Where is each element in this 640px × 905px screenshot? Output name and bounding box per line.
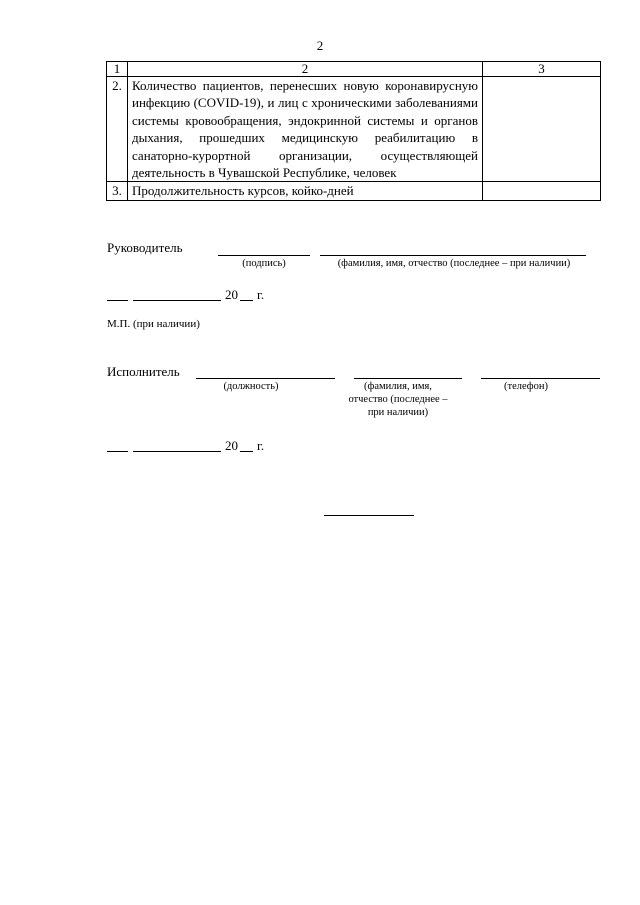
- month-line: [133, 451, 221, 452]
- year-prefix: 20: [225, 438, 238, 453]
- day-line: [107, 451, 128, 452]
- caption-line: (фамилия, имя,: [364, 381, 432, 392]
- table-header-cell: 3: [483, 62, 601, 77]
- position-line: [196, 378, 335, 379]
- executor-label: Исполнитель: [107, 364, 180, 379]
- signature-caption: (подпись): [242, 258, 286, 269]
- month-line: [133, 300, 221, 301]
- year-prefix: 20: [225, 287, 238, 302]
- executor-name-line: [354, 378, 462, 379]
- caption-line: при наличии): [367, 407, 429, 418]
- stamp-note: М.П. (при наличии): [107, 318, 200, 330]
- row-indicator-text: Продолжительность курсов, койко-дней: [128, 182, 483, 200]
- row-number: 2.: [107, 77, 128, 182]
- row-value-cell: [483, 77, 601, 182]
- signature-line: [218, 255, 310, 256]
- row-number: 3.: [107, 182, 128, 200]
- data-table: [106, 61, 601, 201]
- page-number: 2: [316, 38, 324, 53]
- table-header-cell: 2: [128, 62, 483, 77]
- executor-name-caption: [330, 380, 466, 419]
- caption-line: отчество (последнее –: [348, 394, 448, 405]
- phone-line: [481, 378, 600, 379]
- table-header-row: [107, 62, 601, 77]
- row-indicator-text: Количество пациентов, перенесших новую коронавирусную инфекцию (COVID-19), и лиц с хроническими заболеваниями системы кровообращения, эндокринной системы и органов дыхания, прошедших медицинскую реабилитацию в санаторно-курортной организации, осуществляющей деятельность в Чувашской Республике, человек: [128, 77, 483, 182]
- table-row: [107, 182, 601, 200]
- head-name-line: [320, 255, 586, 256]
- head-label: Руководитель: [107, 240, 183, 255]
- end-separator-line: [324, 515, 414, 516]
- day-line: [107, 300, 128, 301]
- head-name-caption: (фамилия, имя, отчество (последнее – при наличии): [337, 258, 571, 269]
- year-suffix: г.: [257, 287, 265, 302]
- table-row: [107, 77, 601, 182]
- position-caption: (должность): [223, 381, 279, 392]
- row-value-cell: [483, 182, 601, 200]
- year-line: [240, 451, 253, 452]
- phone-caption: (телефон): [504, 381, 548, 392]
- year-suffix: г.: [257, 438, 265, 453]
- year-line: [240, 300, 253, 301]
- table-header-cell: 1: [107, 62, 128, 77]
